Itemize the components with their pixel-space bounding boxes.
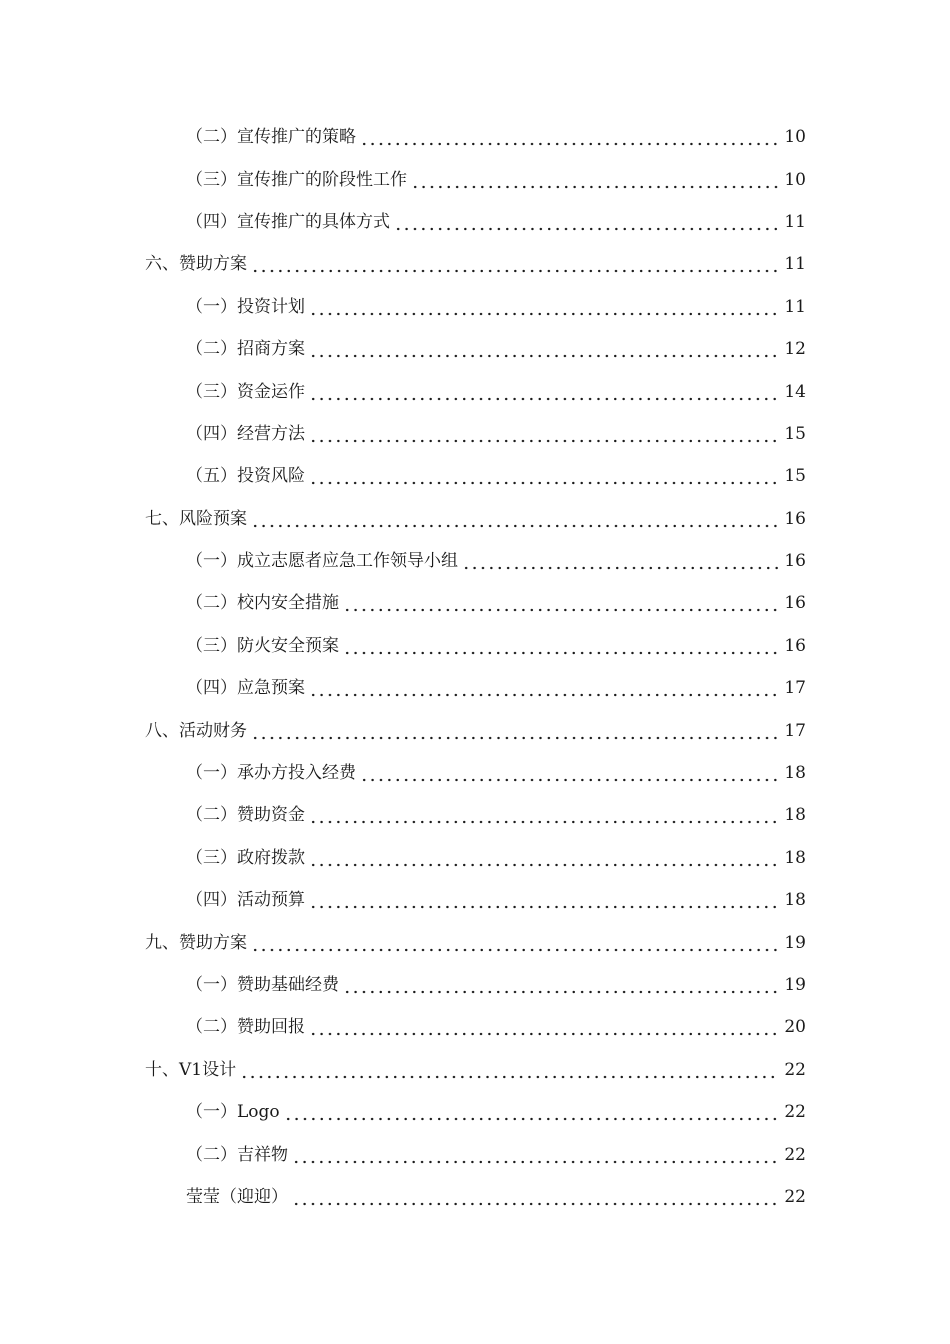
toc-subsection-entry[interactable] <box>0 158 950 200</box>
toc-entry-title: （一）投资计划 <box>186 296 305 317</box>
dot-leader <box>292 1187 778 1207</box>
toc-page-number: 22 <box>784 1059 806 1080</box>
toc-subsection-entry[interactable] <box>0 201 950 243</box>
toc-page-number: 11 <box>784 211 806 232</box>
dot-leader <box>394 212 778 232</box>
dot-leader <box>411 170 778 190</box>
toc-entry-title: （二）招商方案 <box>186 339 305 360</box>
toc-page-number: 15 <box>784 466 806 487</box>
toc-subsection-entry[interactable] <box>0 1176 950 1218</box>
toc-subsection-entry[interactable] <box>0 794 950 836</box>
toc-subsection-entry[interactable] <box>0 1006 950 1048</box>
toc-entry-title: （五）投资风险 <box>186 466 305 487</box>
toc-page-number: 18 <box>784 890 806 911</box>
toc-subsection-entry[interactable] <box>0 667 950 709</box>
toc-section-entry[interactable] <box>0 921 950 963</box>
toc-page-number: 11 <box>784 254 806 275</box>
dot-leader <box>292 1145 778 1165</box>
dot-leader <box>251 933 778 953</box>
toc-subsection-entry[interactable] <box>0 879 950 921</box>
dot-leader <box>251 509 778 529</box>
dot-leader <box>251 254 778 274</box>
toc-entry-title: （一）赞助基础经费 <box>186 975 339 995</box>
toc-entry-title: （二）校内安全措施 <box>186 593 339 614</box>
dot-leader <box>309 848 778 868</box>
toc-entry-title: 八、活动财务 <box>145 720 247 741</box>
toc-page-number: 22 <box>784 1186 806 1207</box>
dot-leader <box>309 805 778 825</box>
dot-leader <box>360 127 778 147</box>
toc-subsection-entry[interactable] <box>0 116 950 158</box>
dot-leader <box>251 721 778 741</box>
toc-entry-title: （一）成立志愿者应急工作领导小组 <box>186 551 458 572</box>
toc-page-number: 10 <box>784 169 806 190</box>
toc-entry-title: （二）宣传推广的策略 <box>186 127 356 148</box>
toc-subsection-entry[interactable] <box>0 752 950 794</box>
toc-entry-title: （三）资金运作 <box>186 381 305 402</box>
dot-leader <box>309 890 778 910</box>
toc-section-entry[interactable] <box>0 1049 950 1091</box>
toc-page-number: 15 <box>784 423 806 444</box>
dot-leader <box>284 1102 778 1122</box>
toc-subsection-entry[interactable] <box>0 1133 950 1175</box>
toc-page-number: 22 <box>784 1102 806 1123</box>
toc-page-number: 19 <box>784 932 806 953</box>
toc-page-number: 10 <box>784 127 806 148</box>
toc-page-number: 22 <box>784 1144 806 1165</box>
toc-page-number: 18 <box>784 763 806 784</box>
toc-subsection-entry[interactable] <box>0 328 950 370</box>
toc-entry-title: （四）宣传推广的具体方式 <box>186 211 390 232</box>
toc-entry-title: （三）政府拨款 <box>186 847 305 868</box>
toc-subsection-entry[interactable] <box>0 625 950 667</box>
dot-leader <box>343 593 778 613</box>
toc-subsection-entry[interactable] <box>0 370 950 412</box>
toc-section-entry[interactable] <box>0 243 950 285</box>
toc-entry-title: （二）赞助资金 <box>186 805 305 826</box>
toc-entry-title: 莹莹（迎迎） <box>186 1186 288 1207</box>
toc-entry-title: 六、赞助方案 <box>145 254 247 275</box>
toc-entry-title: （四）应急预案 <box>186 678 305 699</box>
toc-page-number: 18 <box>784 805 806 826</box>
toc-page-number: 11 <box>784 296 806 317</box>
toc-subsection-entry[interactable] <box>0 964 950 1006</box>
toc-entry-title: （一）承办方投入经费 <box>186 763 356 784</box>
toc-subsection-entry[interactable] <box>0 286 950 328</box>
toc-entry-title: 十、V1设计 <box>145 1059 237 1080</box>
toc-page-number: 16 <box>784 508 806 529</box>
toc-page-number: 18 <box>784 847 806 868</box>
dot-leader <box>343 636 778 656</box>
toc-page-number: 19 <box>784 975 806 995</box>
dot-leader <box>309 382 778 402</box>
toc-entry-title: 七、风险预案 <box>145 508 247 529</box>
toc-entry-title: （三）防火安全预案 <box>186 635 339 656</box>
dot-leader <box>309 424 778 444</box>
toc-subsection-entry[interactable] <box>0 540 950 582</box>
dot-leader <box>309 339 778 359</box>
dot-leader <box>309 678 778 698</box>
toc-page-number: 16 <box>784 551 806 572</box>
toc-subsection-entry[interactable] <box>0 1091 950 1133</box>
dot-leader <box>309 297 778 317</box>
toc-entry-title: （三）宣传推广的阶段性工作 <box>186 169 407 190</box>
dot-leader <box>309 1017 778 1037</box>
table-of-contents <box>0 116 950 1218</box>
toc-section-entry[interactable] <box>0 498 950 540</box>
toc-page-number: 17 <box>784 678 806 699</box>
toc-subsection-entry[interactable] <box>0 413 950 455</box>
toc-section-entry[interactable] <box>0 709 950 751</box>
toc-entry-title: （一）Logo <box>186 1102 280 1123</box>
toc-subsection-entry[interactable] <box>0 582 950 624</box>
toc-page-number: 16 <box>784 635 806 656</box>
toc-entry-title: （二）赞助回报 <box>186 1017 305 1038</box>
dot-leader <box>462 551 778 571</box>
toc-entry-title: 九、赞助方案 <box>145 932 247 953</box>
dot-leader <box>240 1060 778 1080</box>
toc-page-number: 17 <box>784 720 806 741</box>
toc-page-number: 12 <box>784 339 806 360</box>
dot-leader <box>360 763 778 783</box>
toc-subsection-entry[interactable] <box>0 837 950 879</box>
toc-page-number: 16 <box>784 593 806 614</box>
dot-leader <box>343 975 778 995</box>
toc-entry-title: （四）经营方法 <box>186 423 305 444</box>
toc-entry-title: （二）吉祥物 <box>186 1144 288 1165</box>
dot-leader <box>309 466 778 486</box>
toc-page-number: 20 <box>784 1017 806 1038</box>
toc-page-number: 14 <box>784 381 806 402</box>
toc-entry-title: （四）活动预算 <box>186 890 305 911</box>
toc-subsection-entry[interactable] <box>0 455 950 497</box>
